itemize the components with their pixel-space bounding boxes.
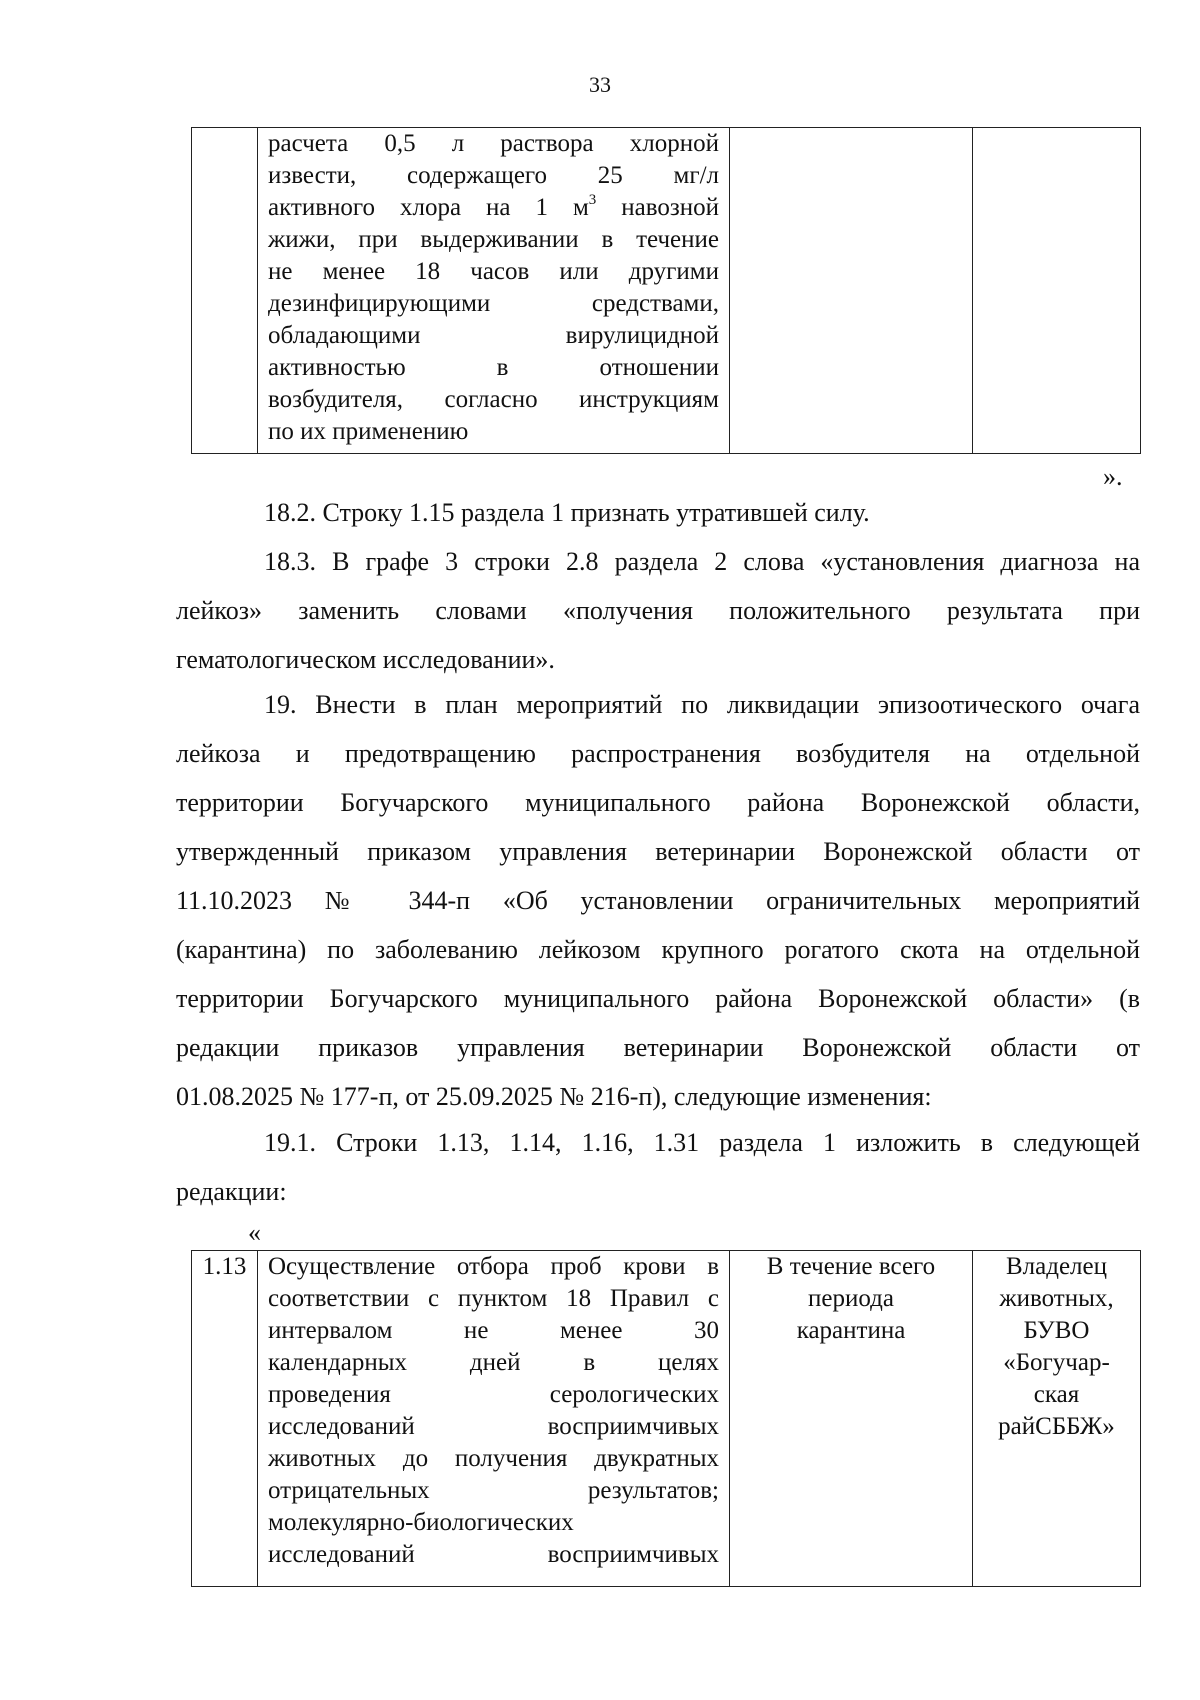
desc-line: Осуществление отбора проб крови в <box>268 1253 719 1280</box>
term-line: В течение всего <box>766 1253 936 1280</box>
text-line: лейкоза и предотвращению распространения возбудителя на отдельной <box>176 739 1140 768</box>
desc-line-tail: навозной <box>596 194 719 221</box>
desc-line: проведения серологических <box>268 1381 719 1408</box>
desc-line: интервалом не менее 30 <box>268 1317 719 1344</box>
paragraph-18-2 <box>176 488 1140 537</box>
text-line: территории Богучарского муниципального района Воронежской области, <box>176 788 1140 817</box>
responsible-line: «Богучар- <box>1003 1349 1110 1376</box>
desc-line: извести, содержащего 25 мг/л <box>268 162 719 189</box>
closing-quote: ». <box>1103 462 1123 491</box>
measure-description-cell <box>258 1251 730 1587</box>
desc-line: исследований восприимчивых <box>268 1413 719 1440</box>
paragraph-19 <box>176 680 1140 1121</box>
desc-line: соответствии с пунктом 18 Правил с <box>268 1285 719 1312</box>
text-line: территории Богучарского муниципального района Воронежской области» (в <box>176 984 1140 1013</box>
desc-line: календарных дней в целях <box>268 1349 719 1376</box>
page-number: 33 <box>589 72 611 97</box>
row-number-cell <box>192 1251 258 1587</box>
responsible-line: животных, <box>999 1285 1114 1312</box>
text-line: 18.2. Строку 1.15 раздела 1 признать утратившей силу. <box>264 498 870 527</box>
text-line: утвержденный приказом управления ветеринарии Воронежской области от <box>176 837 1140 866</box>
term-cell <box>730 128 973 454</box>
desc-line: возбудителя, согласно инструкциям <box>268 386 719 413</box>
text-line: (карантина) по заболеванию лейкозом крупного рогатого скота на отдельной <box>176 935 1140 964</box>
table-row <box>192 1251 1141 1587</box>
row-number-cell <box>192 128 258 454</box>
row-number: 1.13 <box>202 1253 247 1280</box>
top-table <box>191 127 1141 454</box>
responsible-line: БУВО <box>1023 1317 1090 1344</box>
text-line: 19.1. Строки 1.13, 1.14, 1.16, 1.31 раздела 1 изложить в следующей <box>264 1128 1140 1157</box>
desc-line: расчета 0,5 л раствора хлорной <box>268 130 719 157</box>
text-line: 19. Внести в план мероприятий по ликвидации эпизоотического очага <box>264 690 1140 719</box>
responsible-line: ская <box>1033 1381 1080 1408</box>
responsible-cell <box>973 1251 1141 1587</box>
desc-line: обладающими вирулицидной <box>268 322 719 349</box>
superscript: 3 <box>588 191 597 208</box>
desc-line: дезинфицирующими средствами, <box>268 290 719 317</box>
paragraph-19-1 <box>176 1118 1140 1216</box>
text-line: 11.10.2023 № 344-п «Об установлении ограничительных мероприятий <box>176 886 1140 915</box>
paragraph-18-3 <box>176 537 1140 684</box>
desc-line: животных до получения двукратных <box>268 1445 719 1472</box>
opening-quote: « <box>248 1218 261 1247</box>
desc-line: активностью в отношении <box>268 354 719 381</box>
term-line: периода <box>808 1285 894 1312</box>
text-line: 01.08.2025 № 177-п, от 25.09.2025 № 216-п), следующие изменения: <box>176 1082 932 1111</box>
desc-line-with-superscript <box>268 192 719 224</box>
measure-description-cell <box>258 128 730 454</box>
text-line: редакции приказов управления ветеринарии Воронежской области от <box>176 1033 1140 1062</box>
text-line: лейкоз» заменить словами «получения положительного результата при <box>176 596 1140 625</box>
text-line: редакции: <box>176 1177 287 1206</box>
desc-line: жижи, при выдерживании в течение <box>268 226 719 253</box>
desc-line: исследований восприимчивых <box>268 1541 719 1568</box>
desc-line: по их применению <box>268 418 469 445</box>
desc-line: не менее 18 часов или другими <box>268 258 719 285</box>
responsible-line: Владелец <box>1005 1253 1107 1280</box>
responsible-cell <box>973 128 1141 454</box>
bottom-table <box>191 1250 1141 1587</box>
text-line: 18.3. В графе 3 строки 2.8 раздела 2 слова «установления диагноза на <box>264 547 1140 576</box>
term-line: карантина <box>796 1317 906 1344</box>
term-cell <box>730 1251 973 1587</box>
text-line: гематологическом исследовании». <box>176 645 555 674</box>
table-row <box>192 128 1141 454</box>
desc-line: отрицательных результатов; <box>268 1477 719 1504</box>
desc-line: молекулярно-биологических <box>268 1509 574 1536</box>
desc-line-head: активного хлора на 1 м <box>268 194 589 221</box>
responsible-line: райСББЖ» <box>998 1413 1115 1440</box>
